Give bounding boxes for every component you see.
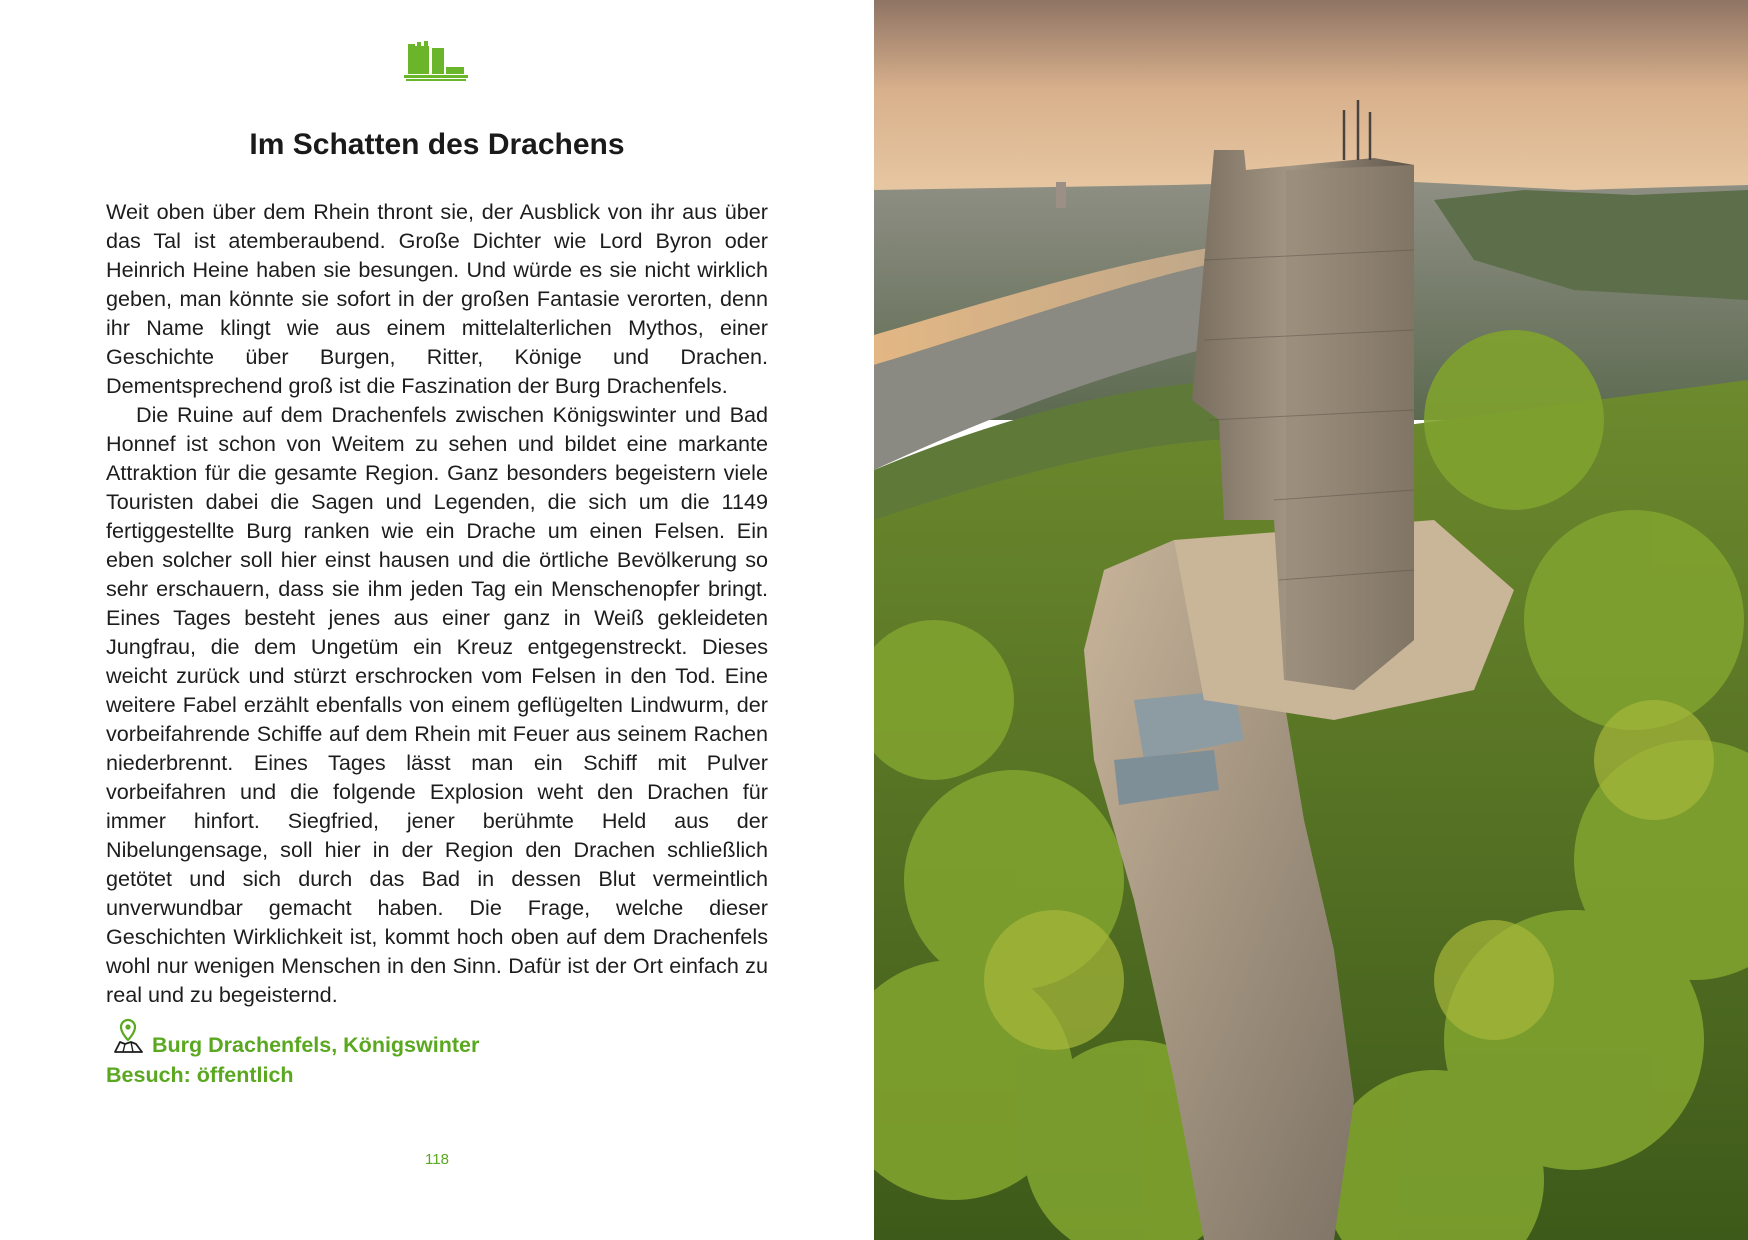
page-number: 118: [425, 1151, 449, 1168]
castle-photo-illustration: [874, 0, 1748, 1240]
paragraph: Die Ruine auf dem Drachenfels zwischen Königswinter und Bad Honnef ist schon von Weitem zu sehen und bildet eine markante Attraktion für die gesamte Region. Ganz besonders begeistern viele Touristen dabei die Sagen und Legenden, die sich um die 1149 fertiggestellte Burg ranken wie ein Drache um einen Felsen. Ein eben solcher soll hier einst hausen und die örtliche Bevölkerung so sehr erschauern, dass sie ihm jeden Tag ein Menschenopfer bringt. Eines Tages besteht jenes aus einer ganz in Weiß gekleideten Jungfrau, die dem Ungetüm ein Kreuz entgegenstreckt. Dieses weicht zurück und stürzt erschrocken vom Felsen in den Tod. Eine weitere Fabel erzählt ebenfalls von einem geflügelten Lindwurm, der vorbeifahrende Schiffe auf dem Rhein mit Feuer aus seinem Rachen niederbrennt. Eines Tages lässt man ein Schiff mit Pulver vorbeifahren und die folgende Explosion weht den Drachen für immer hinfort. Siegfried, jener berühmte Held aus der Nibelungensage, soll hier in der Region den Drachen schließlich getötet und sich durch das Bad in dessen Blut vermeintlich unverwundbar gemacht haben. Die Frage, welche dieser Geschichten Wirklichkeit ist, kommt hoch oben auf dem Drachenfels wohl nur wenigen Menschen in den Sinn. Dafür ist der Ort einfach zu real und zu begeisternd.: [106, 402, 768, 1007]
map-pin-icon: [112, 1018, 144, 1054]
castle-ruin-icon: [402, 40, 470, 82]
location-name: Burg Drachenfels, Königswinter: [152, 1033, 480, 1057]
castle-photo: [874, 0, 1748, 1240]
visit-info: Besuch: öffentlich: [106, 1063, 294, 1087]
paragraph: Weit oben über dem Rhein thront sie, der Ausblick von ihr aus über das Tal ist atemberaubend. Große Dichter wie Lord Byron oder Heinrich Heine haben sie besungen. Und würde es sie nicht wirklich geben, man könnte sie sofort in der großen Fantasie verorten, denn ihr Name klingt wie aus einem mittelalterlichen Mythos, einer Geschichte über Burgen, Ritter, Könige und Drachen. Dementsprechend groß ist die Faszination der Burg Drachenfels.: [106, 199, 768, 398]
body-text: [106, 197, 768, 1009]
location-info: [106, 1030, 706, 1090]
page-title: Im Schatten des Drachens: [249, 128, 625, 161]
